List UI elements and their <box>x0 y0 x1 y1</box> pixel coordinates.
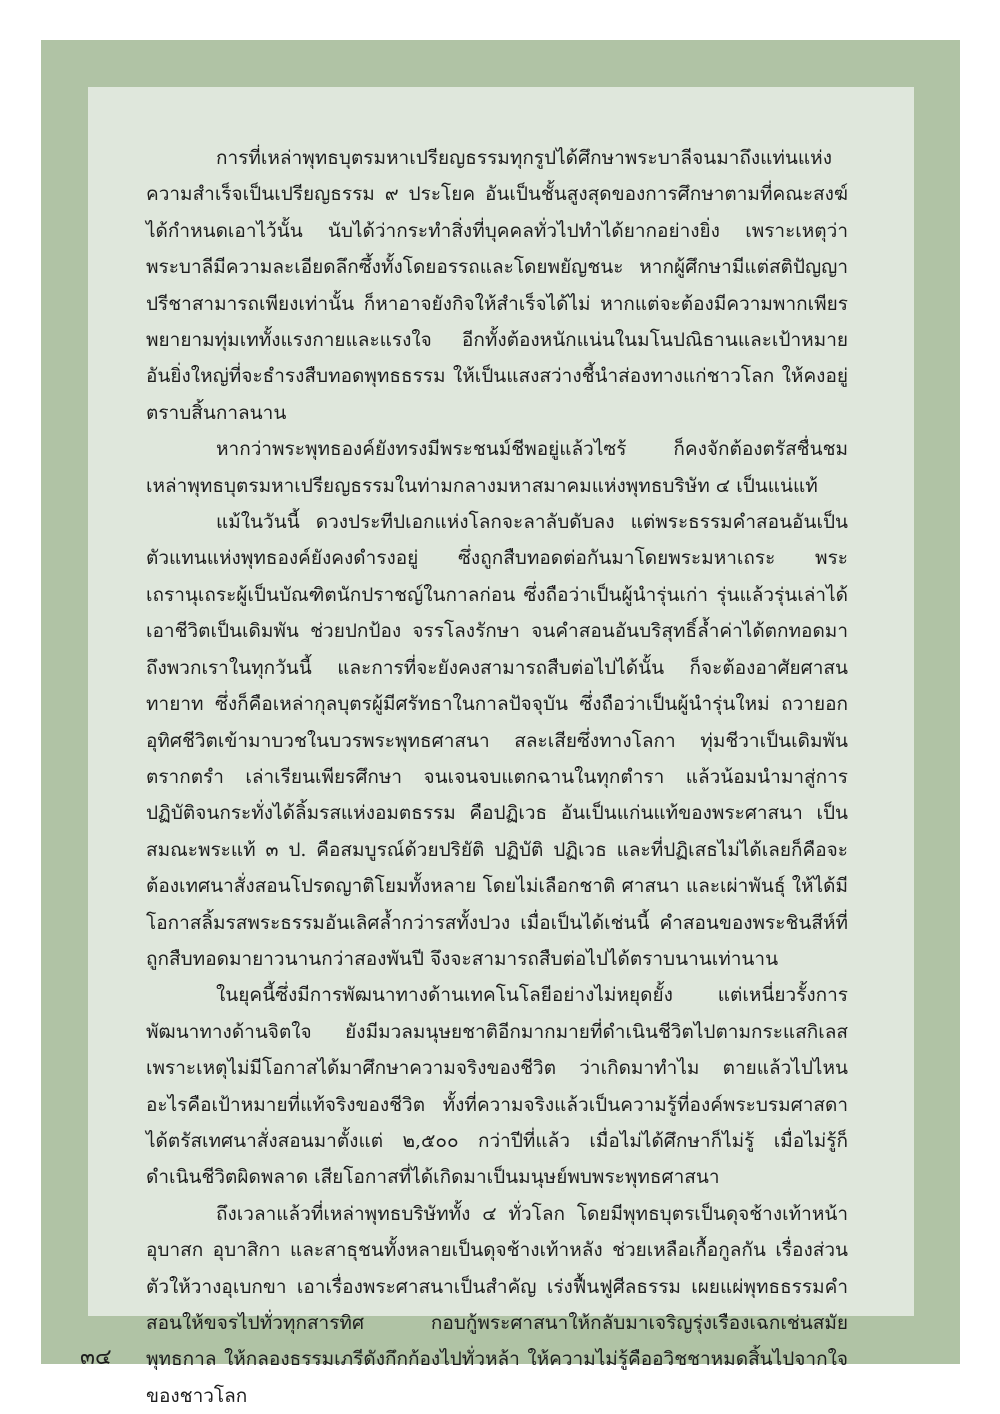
paragraph-1: การที่เหล่าพุทธบุตรมหาเปรียญธรรมทุกรูปได้ศึกษาพระบาลีจนมาถึงแท่นแห่งความสำเร็จเป็นเปรียญธรรม ๙ ประโยค อันเป็นชั้นสูงสุดของการศึกษาตามที่คณะสงฆ์ได้กำหนดเอาไว้นั้น นับได้ว่ากระทำสิ่งที่บุคคลทั่วไปทำได้ยากอย่างยิ่ง เพราะเหตุว่า พระบาลีมีความละเอียดลึกซึ้งทั้งโดยอรรถและโดยพยัญชนะ หากผู้ศึกษามีแต่สติปัญญาปรีชาสามารถเพียงเท่านั้น ก็หาอาจยังกิจให้สำเร็จได้ไม่ หากแต่จะต้องมีความพากเพียรพยายามทุ่มเททั้งแรงกายและแรงใจ อีกทั้งต้องหนักแน่นในมโนปณิธานและเป้าหมายอันยิ่งใหญ่ที่จะธำรงสืบทอดพุทธธรรม ให้เป็นแสงสว่างชี้นำส่องทางแก่ชาวโลก ให้คงอยู่ตราบสิ้นกาลนาน <box>146 147 848 424</box>
paragraph-5: ถึงเวลาแล้วที่เหล่าพุทธบริษัททั้ง ๔ ทั่วโลก โดยมีพุทธบุตรเป็นดุจช้างเท้าหน้า อุบาสก อุบาสิกา และสาธุชนทั้งหลายเป็นดุจช้างเท้าหลัง ช่วยเหลือเกื้อกูลกัน เรื่องส่วนตัวให้วางอุเบกขา เอาเรื่องพระศาสนาเป็นสำคัญ เร่งฟื้นฟูศีลธรรม เผยแผ่พุทธธรรมคำสอนให้ขจรไปทั่วทุกสารทิศ กอบกู้พระศาสนาให้กลับมาเจริญรุ่งเรืองเฉกเช่นสมัยพุทธกาล ให้กลองธรรมเภรีดังกึกก้องไปทั่วหล้า ให้ความไม่รู้คืออวิชชาหมดสิ้นไปจากใจของชาวโลก <box>146 1202 848 1407</box>
paragraph-2: หากว่าพระพุทธองค์ยังทรงมีพระชนม์ชีพอยู่แล้วไซร้ ก็คงจักต้องตรัสชื่นชมเหล่าพุทธบุตรมหาเปรียญธรรมในท่ามกลางมหาสมาคมแห่งพุทธบริษัท ๔ เป็นแน่แท้ <box>146 438 848 497</box>
paragraph-3: แม้ในวันนี้ ดวงประทีปเอกแห่งโลกจะลาลับดับลง แต่พระธรรมคำสอนอันเป็นตัวแทนแห่งพุทธองค์ยังคงดำรงอยู่ ซึ่งถูกสืบทอดต่อกันมาโดยพระมหาเถระ พระเถรานุเถระผู้เป็นบัณฑิตนักปราชญ์ในกาลก่อน ซึ่งถือว่าเป็นผู้นำรุ่นเก่า รุ่นแล้วรุ่นเล่าได้เอาชีวิตเป็นเดิมพัน ช่วยปกป้อง จรรโลงรักษา จนคำสอนอันบริสุทธิ์ล้ำค่าได้ตกทอดมาถึงพวกเราในทุกวันนี้ และการที่จะยังคงสามารถสืบต่อไปได้นั้น ก็จะต้องอาศัยศาสนทายาท ซึ่งก็คือเหล่ากุลบุตรผู้มีศรัทธาในกาลปัจจุบัน ซึ่งถือว่าเป็นผู้นำรุ่นใหม่ ถวายอกอุทิศชีวิตเข้ามาบวชในบวรพระพุทธศาสนา สละเสียซึ่งทางโลกา ทุ่มชีวาเป็นเดิมพัน ตรากตรำ เล่าเรียนเพียรศึกษา จนเจนจบแตกฉานในทุกตำรา แล้วน้อมนำมาสู่การปฏิบัติจนกระทั่งได้ลิ้มรสแห่งอมตธรรม คือปฏิเวธ อันเป็นแก่นแท้ของพระศาสนา เป็นสมณะพระแท้ ๓ ป. คือสมบูรณ์ด้วยปริยัติ ปฏิบัติ ปฏิเวธ และที่ปฏิเสธไม่ได้เลยก็คือจะต้องเทศนาสั่งสอนโปรดญาติโยมทั้งหลาย โดยไม่เลือกชาติ ศาสนา และเผ่าพันธุ์ ให้ได้มีโอกาสลิ้มรสพระธรรมอันเลิศล้ำกว่ารสทั้งปวง เมื่อเป็นได้เช่นนี้ คำสอนของพระชินสีห์ที่ถูกสืบทอดมายาวนานกว่าสองพันปี จึงจะสามารถสืบต่อไปได้ตราบนานเท่านาน <box>146 511 848 970</box>
page-number: ๓๔ <box>80 1345 112 1370</box>
paragraph-4: ในยุคนี้ซึ่งมีการพัฒนาทางด้านเทคโนโลยีอย่างไม่หยุดยั้ง แต่เหนี่ยวรั้งการพัฒนาทางด้านจิตใจ ยังมีมวลมนุษยชาติอีกมากมายที่ดำเนินชีวิตไปตามกระแสกิเลส เพราะเหตุไม่มีโอกาสได้มาศึกษาความจริงของชีวิต ว่าเกิดมาทำไม ตายแล้วไปไหน อะไรคือเป้าหมายที่แท้จริงของชีวิต ทั้งที่ความจริงแล้วเป็นความรู้ที่องค์พระบรมศาสดาได้ตรัสเทศนาสั่งสอนมาตั้งแต่ ๒,๕๐๐ กว่าปีที่แล้ว เมื่อไม่ได้ศึกษาก็ไม่รู้ เมื่อไม่รู้ก็ดำเนินชีวิตผิดพลาด เสียโอกาสที่ได้เกิดมาเป็นมนุษย์พบพระพุทธศาสนา <box>146 984 848 1189</box>
body-text <box>146 140 848 1414</box>
